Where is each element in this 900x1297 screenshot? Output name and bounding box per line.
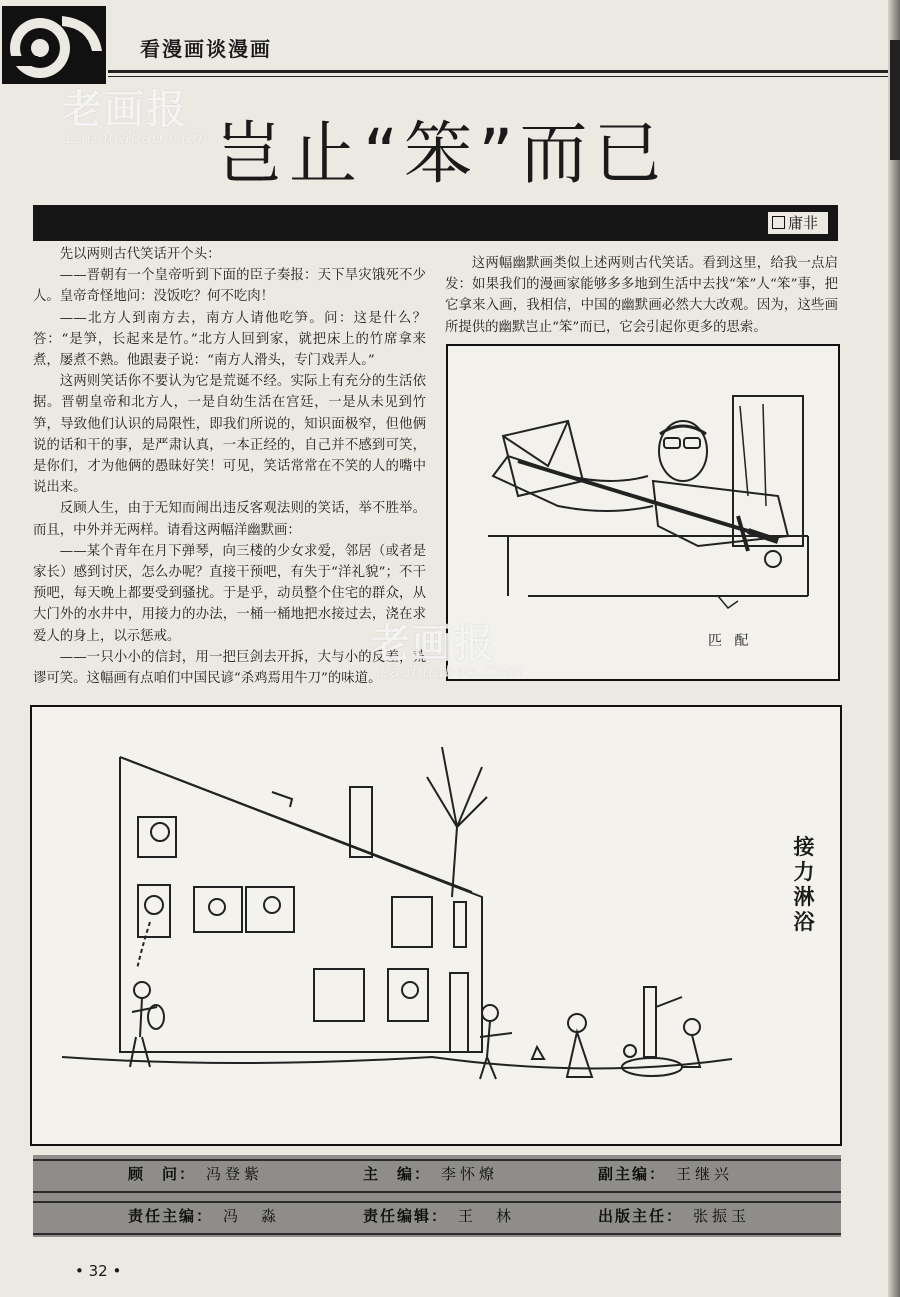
credit-role: 责任编辑： <box>363 1207 449 1225</box>
comic-title: 接力淋浴 <box>793 835 815 934</box>
comic-sword-envelope <box>446 344 840 681</box>
paragraph: ——晋朝有一个皇帝听到下面的臣子奏报：天下旱灾饿死不少人。皇帝奇怪地问：没饭吃？何不吃肉！ <box>33 268 426 305</box>
credit-role: 顾 问： <box>128 1165 197 1183</box>
credit-role: 责任主编： <box>128 1207 214 1225</box>
credit-name: 王继兴 <box>676 1165 734 1183</box>
paragraph: ——北方人到南方去，南方人请他吃笋。问：这是什么？答：“是笋，长起来是竹。”北方人回到家，就把床上的竹席拿来煮，屡煮不熟。他跟妻子说：“南方人滑头，专门戏弄人。” <box>33 310 426 369</box>
byline-box-icon <box>772 216 785 229</box>
byline <box>768 212 828 234</box>
page-number: • 32 • <box>75 1262 122 1280</box>
credit-role: 主 编： <box>363 1165 432 1183</box>
credit-item <box>598 1203 750 1229</box>
paragraph: ——一只小小的信封，用一把巨剑去开拆，大与小的反差，荒谬可笑。这幅画有点咱们中国民谚“杀鸡焉用牛刀”的味道。 <box>33 649 426 687</box>
credit-name: 王 林 <box>458 1207 516 1225</box>
credits-row <box>33 1159 841 1193</box>
watermark-en: Laohuabao.Com <box>66 128 209 147</box>
paragraph: 这两幅幽默画类似上述两则古代笑话。看到这里，给我一点启发：如果我们的漫画家能够多多地到生活中去找“笨”人“笨”事，把它拿来入画，我相信，中国的幽默画必然大大改观。因为，这些画所提供的幽默岂止“笨”而已，它会引起你更多的思索。 <box>445 256 838 335</box>
watermark-cn-mid: 老画报 <box>370 621 496 667</box>
article-title: 岂止“笨”而已 <box>215 115 668 194</box>
paragraph: 先以两则古代笑话开个头： <box>59 247 221 262</box>
credit-item <box>598 1161 733 1187</box>
credit-name: 张振玉 <box>693 1207 751 1225</box>
credit-name: 冯 淼 <box>223 1207 281 1225</box>
paragraph: 这两则笑话你不要认为它是荒诞不经。实际上有充分的生活依据。晋朝皇帝和北方人，一是自幼生活在宫廷，一是从未见到竹笋，导致他们认识的局限性，即我们所说的，知识面极窄，但他俩说的话和干的事，是严肃认真，一本正经的，自己并不感到可笑，是你们，才为他俩的愚昧好笑！可见，笑话常常在不笑的人的嘴中说出来。 <box>33 374 426 496</box>
comic-sword-envelope-drawing <box>448 346 838 679</box>
watermark-cn: 老画报 <box>62 87 188 133</box>
magazine-logo-icon <box>2 6 106 84</box>
credit-name: 冯登紫 <box>206 1165 264 1183</box>
paragraph: 反顾人生，由于无知而闹出违反客观法则的笑话，举不胜举。而且，中外并无两样。请看这两幅洋幽默画： <box>33 501 426 538</box>
page-edge-shadow <box>890 40 900 160</box>
credit-item <box>363 1161 498 1187</box>
credit-role: 出版主任： <box>598 1207 684 1225</box>
header-rule-thin <box>108 76 888 77</box>
comic-relay-shower <box>30 705 842 1146</box>
credits-box <box>33 1155 841 1237</box>
author-name: 庸非 <box>787 214 818 232</box>
comic-caption: 匹 配 <box>708 633 753 649</box>
title-bar <box>33 205 838 241</box>
paragraph: ——某个青年在月下弹琴，向三楼的少女求爱，邻居（或者是家长）感到讨厌，怎么办呢？直接干预吧，有失于“洋礼貌”；不干预吧，每天晚上都要受到骚扰。于是乎，动员整个住宅的群众，从大门外的水井中，用接力的办法，一桶一桶地把水接过去，浇在求爱人的身上，以示惩戒。 <box>33 543 426 644</box>
comic-relay-shower-drawing <box>32 707 840 1144</box>
header-rule <box>108 70 888 73</box>
credit-item <box>128 1203 280 1229</box>
article-right-column <box>445 253 838 338</box>
article-left-column <box>33 244 426 689</box>
column-name: 看漫画谈漫画 <box>140 37 272 61</box>
credit-item <box>128 1161 263 1187</box>
credit-name: 李怀燎 <box>441 1165 499 1183</box>
credits-row <box>33 1201 841 1235</box>
credit-role: 副主编： <box>598 1165 667 1183</box>
page-edge <box>888 0 900 1297</box>
credit-item <box>363 1203 515 1229</box>
watermark-en-mid: Laohuabao.Com <box>380 662 523 681</box>
